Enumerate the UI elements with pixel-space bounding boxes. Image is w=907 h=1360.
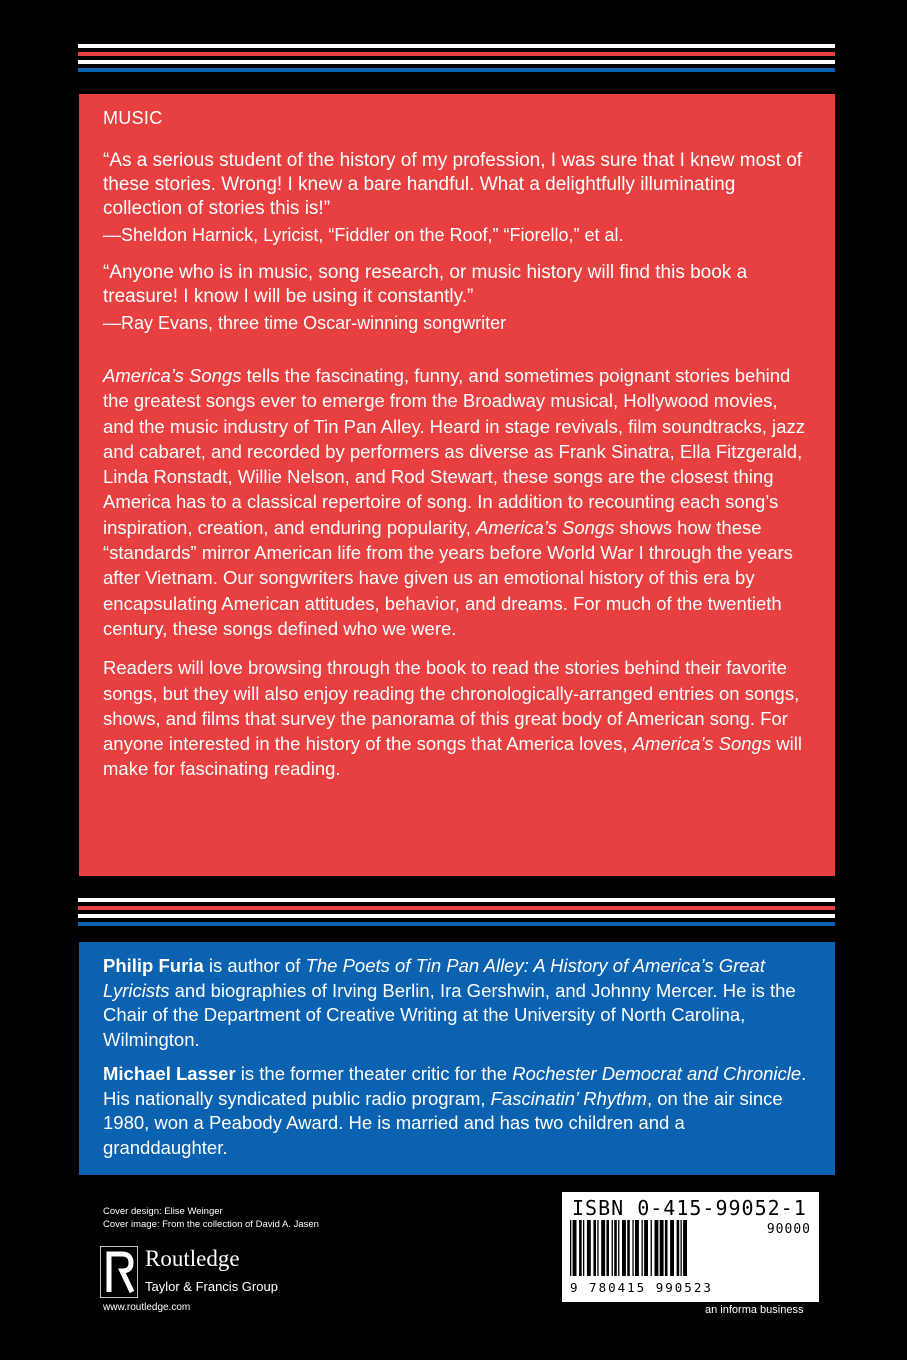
- barcode-bar: [593, 1220, 596, 1276]
- barcode-bar: [655, 1220, 659, 1276]
- quote-2-attribution: —Ray Evans, three time Oscar-winning songwriter: [103, 313, 507, 333]
- barcode-bar: [670, 1220, 674, 1276]
- stripe-white: [78, 60, 835, 64]
- book-title: America’s Songs: [103, 365, 242, 386]
- ean-number: 9 780415 990523: [570, 1280, 713, 1295]
- stripe-blue: [78, 68, 835, 72]
- barcode-bar: [627, 1220, 630, 1276]
- stripe-white: [78, 44, 835, 48]
- stripe-white: [78, 898, 835, 902]
- isbn-barcode: [562, 1192, 819, 1302]
- cover-image-credit: Cover image: From the collection of David A. Jasen: [103, 1219, 319, 1230]
- barcode-bar: [612, 1220, 613, 1276]
- barcode-bar: [597, 1220, 598, 1276]
- barcode-bar: [587, 1220, 591, 1276]
- cover-design-credit: Cover design: Elise Weinger: [103, 1206, 223, 1217]
- barcode-bar: [681, 1220, 682, 1276]
- book-title: America’s Songs: [632, 733, 772, 755]
- author-bio-2: Michael Lasser is the former theater critic for the Rochester Democrat and Chronicle. His nationally syndicated public radio program, Fascinatin’ Rhythm, on the air since 1980, won a Peabody Award. He is married and has two children and a granddaughter.: [103, 1063, 807, 1158]
- barcode-bar: [632, 1220, 633, 1276]
- barcode-bar: [579, 1220, 582, 1276]
- description-panel: [79, 94, 835, 876]
- barcode-bar: [614, 1220, 617, 1276]
- barcode-bar: [601, 1220, 605, 1276]
- barcode-bar: [665, 1220, 668, 1276]
- book-title: America’s Songs: [475, 516, 615, 538]
- barcode-bar: [618, 1220, 619, 1276]
- publisher-website: www.routledge.com: [103, 1302, 191, 1313]
- stripe-red: [78, 906, 835, 910]
- quote-1-attribution: —Sheldon Harnick, Lyricist, “Fiddler on the Roof,” “Fiorello,” et al.: [103, 225, 624, 245]
- top-stripes: [78, 44, 835, 74]
- barcode-bar: [677, 1220, 680, 1276]
- author-bio-1: Philip Furia is author of The Poets of Tin Pan Alley: A History of America’s Great Lyricists and biographies of Irving Berlin, Ira Gershwin, and Johnny Mercer. He is the Chair of the Department of Creative Writing at the University of North Carolina, Wilmington.: [103, 955, 796, 1050]
- author-name: Michael Lasser: [103, 1063, 236, 1084]
- barcode-bar: [683, 1220, 687, 1276]
- routledge-r-icon: [100, 1246, 138, 1298]
- stripe-red: [78, 52, 835, 56]
- quote-2: “Anyone who is in music, song research, or music history will find this book a treasure! I know I will be using it constantly.”: [103, 262, 748, 307]
- price-code: 90000: [766, 1222, 811, 1237]
- middle-stripes: [78, 898, 835, 928]
- description-paragraph-1: America’s Songs tells the fascinating, funny, and sometimes poignant stories behind the greatest songs ever to emerge from the Broadway musical, Hollywood movies, and the music industry of Tin Pan Alley. Heard in stage revivals, film soundtracks, jazz and cabaret, and recorded by performers as diverse as Frank Sinatra, Ella Fitzgerald, Linda Ronstadt, Willie Nelson, and Rod Stewart, these songs are the closest thing America has to a classical repertoire of song. In addition to recounting each song’s inspiration, creation, and enduring popularity, America’s Songs shows how these “standards” mirror American life from the years before World War I through the years after Vietnam. Our songwriters have given us an emotional history of this era by encapsulating American attitudes, behavior, and dreams. For much of the twentieth century, these songs defined who we were.: [103, 365, 805, 639]
- barcode-bars: [570, 1220, 750, 1278]
- isbn-number: ISBN 0-415-99052-1: [572, 1196, 807, 1220]
- stripe-blue: [78, 922, 835, 926]
- description-paragraph-2: Readers will love browsing through the book to read the stories behind their favorite songs, but they will also enjoy reading the chronologically-arranged entries on songs, shows, and films that survey the panorama of this great body of American song. For anyone interested in the history of the songs that America loves, America’s Songs will make for fascinating reading.: [103, 657, 802, 780]
- barcode-bar: [583, 1220, 584, 1276]
- publisher-group: Taylor & Francis Group: [145, 1279, 278, 1294]
- barcode-bar: [622, 1220, 626, 1276]
- author-name: Philip Furia: [103, 955, 204, 976]
- informa-tagline: an informa business: [705, 1304, 804, 1316]
- barcode-bar: [606, 1220, 609, 1276]
- barcode-bar: [642, 1220, 643, 1276]
- barcode-bar: [660, 1220, 664, 1276]
- cover-credits: [103, 1205, 319, 1231]
- barcode-bar: [570, 1220, 571, 1276]
- barcode-bar: [644, 1220, 648, 1276]
- barcode-bar: [635, 1220, 639, 1276]
- publisher-name: Routledge: [145, 1246, 240, 1271]
- barcode-bar: [573, 1220, 577, 1276]
- author-bios-panel: [79, 942, 835, 1175]
- category-label: MUSIC: [103, 108, 163, 128]
- quote-1: “As a serious student of the history of my profession, I was sure that I knew most of these stories. Wrong! I knew a bare handful. What a delightfully illuminating collection of stories this is!”: [103, 150, 803, 219]
- stripe-white: [78, 914, 835, 918]
- barcode-bar: [651, 1220, 652, 1276]
